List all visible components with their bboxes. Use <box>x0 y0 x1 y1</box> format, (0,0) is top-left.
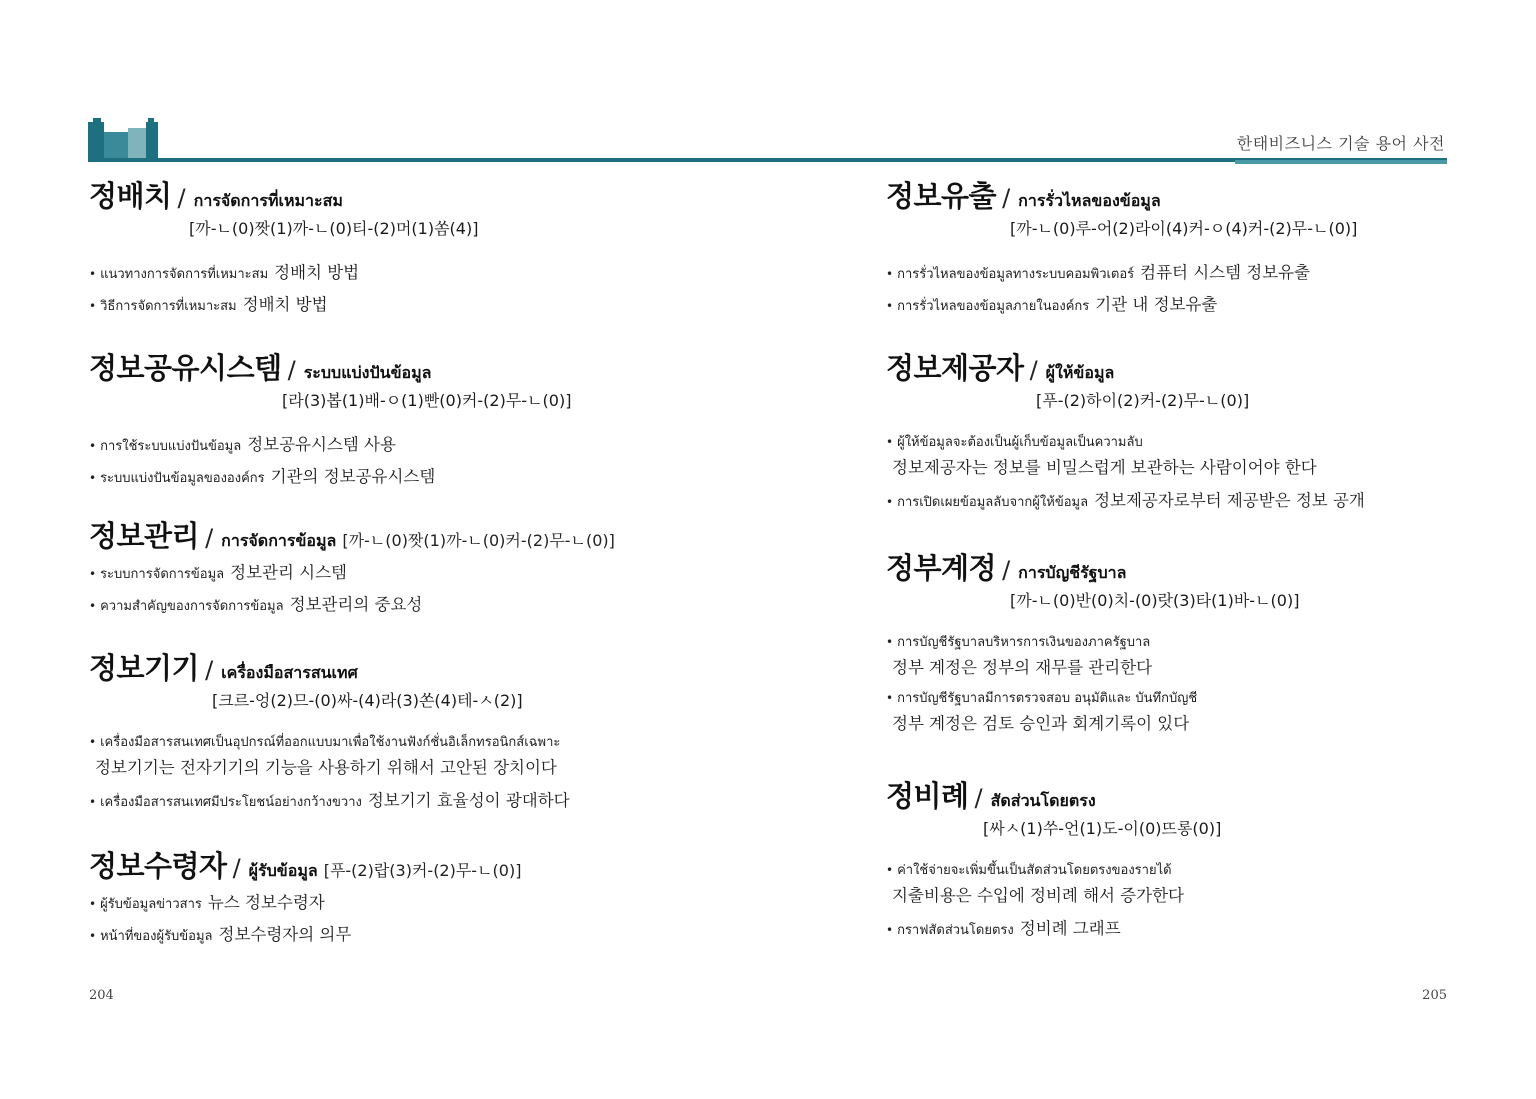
example-list <box>886 430 1466 518</box>
entry-term: 정보제공자 <box>886 351 1024 385</box>
entry-thai: เครื่องมือสารสนเทศ <box>221 663 358 682</box>
slash-separator: / <box>287 356 296 384</box>
entry-thai: การบัญชีรัฐบาล <box>1018 563 1127 582</box>
bullet-icon: • <box>89 897 97 911</box>
entry-thai: ระบบแบ่งปันข้อมูล <box>303 363 432 382</box>
example-item <box>89 920 729 952</box>
example-item <box>886 486 1466 518</box>
right-column <box>886 176 1466 946</box>
entry-headline <box>89 846 729 886</box>
example-list <box>89 888 729 952</box>
example-item <box>89 786 729 818</box>
example-item <box>89 430 729 462</box>
example-korean: 정배치 방법 <box>242 295 328 314</box>
example-thai: เครื่องมือสารสนเทศมีประโยชน์อย่างกว้างขวาง <box>100 795 362 810</box>
example-item <box>886 430 1466 482</box>
entry-thai: การรั่วไหลของข้อมูล <box>1018 191 1161 210</box>
example-list <box>89 258 729 322</box>
example-thai: วิธีการจัดการที่เหมาะสม <box>100 299 237 314</box>
entry-pronunciation: [까-ㄴ(0)짯(1)까-ㄴ(0)커-(2)무-ㄴ(0)] <box>342 531 615 550</box>
example-item <box>89 462 729 494</box>
entry-pronunciation: [크르-엉(2)므-(0)싸-(4)라(3)쏜(4)테-ㅅ(2)] <box>212 691 523 710</box>
example-item <box>886 858 1466 910</box>
example-list <box>89 430 729 494</box>
entry <box>89 846 729 952</box>
example-item <box>886 630 1466 682</box>
entry-headline <box>89 516 729 556</box>
example-korean: 정보제공자는 정보를 비밀스럽게 보관하는 사람이어야 한다 <box>892 458 1317 477</box>
bullet-icon: • <box>886 635 894 649</box>
example-thai: การรั่วไหลของข้อมูลภายในองค์กร <box>897 299 1090 314</box>
entry-pronunciation: [푸-(2)랍(3)커-(2)무-ㄴ(0)] <box>323 861 522 880</box>
entry-term: 정보기기 <box>89 651 200 685</box>
bullet-icon: • <box>886 495 894 509</box>
example-korean: 정보제공자로부터 제공받은 정보 공개 <box>1094 491 1365 510</box>
entry-thai: การจัดการที่เหมาะสม <box>193 191 343 210</box>
entry-thai: การจัดการข้อมูล <box>221 531 337 550</box>
entry-pronunciation: [싸ㅅ(1)쑤-언(1)도-이(0)뜨롱(0)] <box>983 819 1222 838</box>
example-thai: การรั่วไหลของข้อมูลทางระบบคอมพิวเตอร์ <box>897 267 1135 282</box>
example-korean: 정보수령자의 의무 <box>218 925 352 944</box>
entry <box>886 348 1466 548</box>
example-list <box>89 730 729 818</box>
example-item <box>89 730 729 782</box>
example-thai: ความสำคัญของการจัดการข้อมูล <box>100 599 284 614</box>
example-item <box>886 290 1466 322</box>
slash-separator: / <box>1029 356 1038 384</box>
example-item <box>89 558 729 590</box>
entry-term: 정보공유시스템 <box>89 351 282 385</box>
example-item <box>89 290 729 322</box>
example-korean: 정보관리 시스템 <box>230 563 347 582</box>
entry-term: 정부계정 <box>886 551 997 585</box>
slash-separator: / <box>974 784 983 812</box>
entry <box>89 648 729 846</box>
bullet-icon: • <box>886 923 894 937</box>
example-thai: ผู้รับข้อมูลข่าวสาร <box>100 897 202 912</box>
slash-separator: / <box>1002 556 1011 584</box>
example-thai: ค่าใช้จ่ายจะเพิ่มขึ้นเป็นสัดส่วนโดยตรงของรายได้ <box>897 863 1172 878</box>
bullet-icon: • <box>886 691 894 705</box>
example-korean: 지출비용은 수입에 정비례 해서 증가한다 <box>892 886 1184 905</box>
example-korean: 정보기기는 전자기기의 기능을 사용하기 위해서 고안된 장치이다 <box>95 758 557 777</box>
entry-headline <box>886 776 1466 816</box>
bullet-icon: • <box>886 299 894 313</box>
example-korean: 정부 계정은 정부의 재무를 관리한다 <box>892 658 1153 677</box>
example-list <box>89 558 729 622</box>
example-korean: 정배치 방법 <box>274 263 360 282</box>
entry <box>886 176 1466 348</box>
entry-thai: สัดส่วนโดยตรง <box>990 791 1096 810</box>
slash-separator: / <box>232 854 241 882</box>
bullet-icon: • <box>886 435 894 449</box>
example-item <box>886 914 1466 946</box>
bullet-icon: • <box>89 599 97 613</box>
header-decoration-icon <box>88 118 160 162</box>
example-thai: ระบบการจัดการข้อมูล <box>100 567 225 582</box>
example-thai: เครื่องมือสารสนเทศเป็นอุปกรณ์ที่ออกแบบมาเพื่อใช้งานฟังก์ชั่นอิเล็กทรอนิกส์เฉพาะ <box>100 735 561 750</box>
example-item <box>886 258 1466 290</box>
example-list <box>886 630 1466 738</box>
bullet-icon: • <box>89 299 97 313</box>
bullet-icon: • <box>89 471 97 485</box>
entry-headline <box>89 176 729 216</box>
example-korean: 정보기기 효율성이 광대하다 <box>367 791 570 810</box>
page-number-left: 204 <box>89 988 114 1003</box>
entry-pronunciation: [까-ㄴ(0)루-어(2)라이(4)커-ㅇ(4)커-(2)무-ㄴ(0)] <box>1010 219 1358 238</box>
page-number-right: 205 <box>1422 988 1447 1003</box>
slash-separator: / <box>177 184 186 212</box>
example-thai: ระบบแบ่งปันข้อมูลขององค์กร <box>100 471 265 486</box>
example-korean: 기관 내 정보유출 <box>1095 295 1218 314</box>
slash-separator: / <box>205 524 214 552</box>
example-thai: การบัญชีรัฐบาลมีการตรวจสอบ อนุมัติและ บันทึกบัญชี <box>897 691 1198 706</box>
example-thai: การใช้ระบบแบ่งปันข้อมูล <box>100 439 242 454</box>
entry <box>89 516 729 648</box>
entry-headline <box>89 648 729 688</box>
book-title: 한태비즈니스 기술 용어 사전 <box>1235 131 1447 164</box>
example-korean: 정부 계정은 검토 승인과 회계기록이 있다 <box>892 714 1190 733</box>
entry-term: 정보관리 <box>89 519 200 553</box>
example-korean: 정보관리의 중요성 <box>289 595 423 614</box>
example-item <box>89 258 729 290</box>
example-korean: 정보공유시스템 사용 <box>247 435 396 454</box>
example-list <box>886 858 1466 946</box>
entry-headline <box>886 176 1466 216</box>
entry-pronunciation: [라(3)봅(1)배-ㅇ(1)빤(0)커-(2)무-ㄴ(0)] <box>282 391 572 410</box>
example-thai: กราฟสัดส่วนโดยตรง <box>897 923 1014 938</box>
entry-headline <box>89 348 729 388</box>
example-korean: 정비례 그래프 <box>1019 919 1121 938</box>
entry-pronunciation: [까-ㄴ(0)짯(1)까-ㄴ(0)티-(2)머(1)쏨(4)] <box>189 219 479 238</box>
example-item <box>886 686 1466 738</box>
left-column <box>89 176 729 952</box>
entry-term: 정비례 <box>886 779 969 813</box>
bullet-icon: • <box>89 795 97 809</box>
entry-thai: ผู้รับข้อมูล <box>248 861 318 880</box>
entry-headline <box>886 548 1466 588</box>
bullet-icon: • <box>89 735 97 749</box>
entry <box>89 348 729 516</box>
entry-headline <box>886 348 1466 388</box>
example-thai: ผู้ให้ข้อมูลจะต้องเป็นผู้เก็บข้อมูลเป็นความลับ <box>897 435 1143 450</box>
slash-separator: / <box>1002 184 1011 212</box>
bullet-icon: • <box>89 267 97 281</box>
entry-pronunciation: [까-ㄴ(0)반(0)치-(0)랏(3)타(1)바-ㄴ(0)] <box>1010 591 1300 610</box>
bullet-icon: • <box>89 567 97 581</box>
entry-term: 정보수령자 <box>89 849 227 883</box>
example-thai: การบัญชีรัฐบาลบริหารการเงินของภาครัฐบาล <box>897 635 1151 650</box>
bullet-icon: • <box>886 863 894 877</box>
example-item <box>89 888 729 920</box>
bullet-icon: • <box>886 267 894 281</box>
bullet-icon: • <box>89 439 97 453</box>
entry <box>886 548 1466 776</box>
example-korean: 뉴스 정보수령자 <box>207 893 325 912</box>
example-thai: การเปิดเผยข้อมูลลับจากผู้ให้ข้อมูล <box>897 495 1089 510</box>
example-item <box>89 590 729 622</box>
example-korean: 기관의 정보공유시스템 <box>270 467 436 486</box>
example-thai: แนวทางการจัดการที่เหมาะสม <box>100 267 269 282</box>
bullet-icon: • <box>89 929 97 943</box>
entry-thai: ผู้ให้ข้อมูล <box>1045 363 1115 382</box>
entry-term: 정보유출 <box>886 179 997 213</box>
example-list <box>886 258 1466 322</box>
entry-pronunciation: [푸-(2)하이(2)커-(2)무-ㄴ(0)] <box>1036 391 1250 410</box>
example-korean: 컴퓨터 시스템 정보유출 <box>1140 263 1311 282</box>
entry <box>886 776 1466 946</box>
entry-term: 정배치 <box>89 179 172 213</box>
slash-separator: / <box>205 656 214 684</box>
entry <box>89 176 729 348</box>
example-thai: หน้าที่ของผู้รับข้อมูล <box>100 929 213 944</box>
